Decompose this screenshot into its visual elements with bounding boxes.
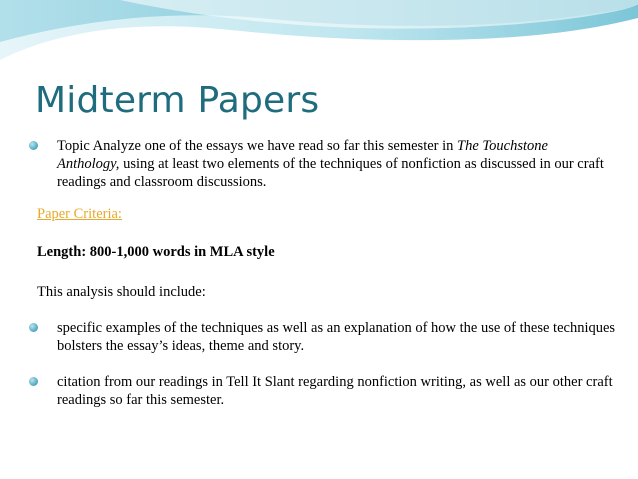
slide-title: Midterm Papers (35, 80, 320, 121)
bullet-dot-icon (29, 323, 38, 332)
include-bullet-2 (27, 373, 638, 409)
slide-body (27, 137, 616, 408)
bullet-dot-icon (29, 141, 38, 150)
include-bullet-1 (27, 319, 638, 355)
include-bullet-2-text: citation from our readings in Tell It Slant regarding nonfiction writing, as well as our other craft readings so far this semester. (57, 374, 613, 408)
header-wave-decoration (0, 0, 638, 80)
length-requirement: Length: 800-1,000 words in MLA style (37, 244, 275, 260)
include-bullet-1-text: specific examples of the techniques as well as an explanation of how the use of these techniques bolsters the essay’s ideas, theme and story. (57, 320, 616, 354)
topic-text-post: using at least two elements of the techniques of nonfiction as discussed in our craft readings and classroom discussions. (57, 156, 604, 190)
bullet-dot-icon (29, 377, 38, 386)
analysis-include-intro: This analysis should include: (37, 284, 206, 300)
topic-bullet (27, 137, 612, 191)
topic-text-italic: The Touchstone Anthology, (57, 138, 548, 172)
paper-criteria-heading: Paper Criteria: (37, 206, 122, 222)
topic-text-pre: Topic Analyze one of the essays we have read so far this semester in (57, 138, 458, 154)
